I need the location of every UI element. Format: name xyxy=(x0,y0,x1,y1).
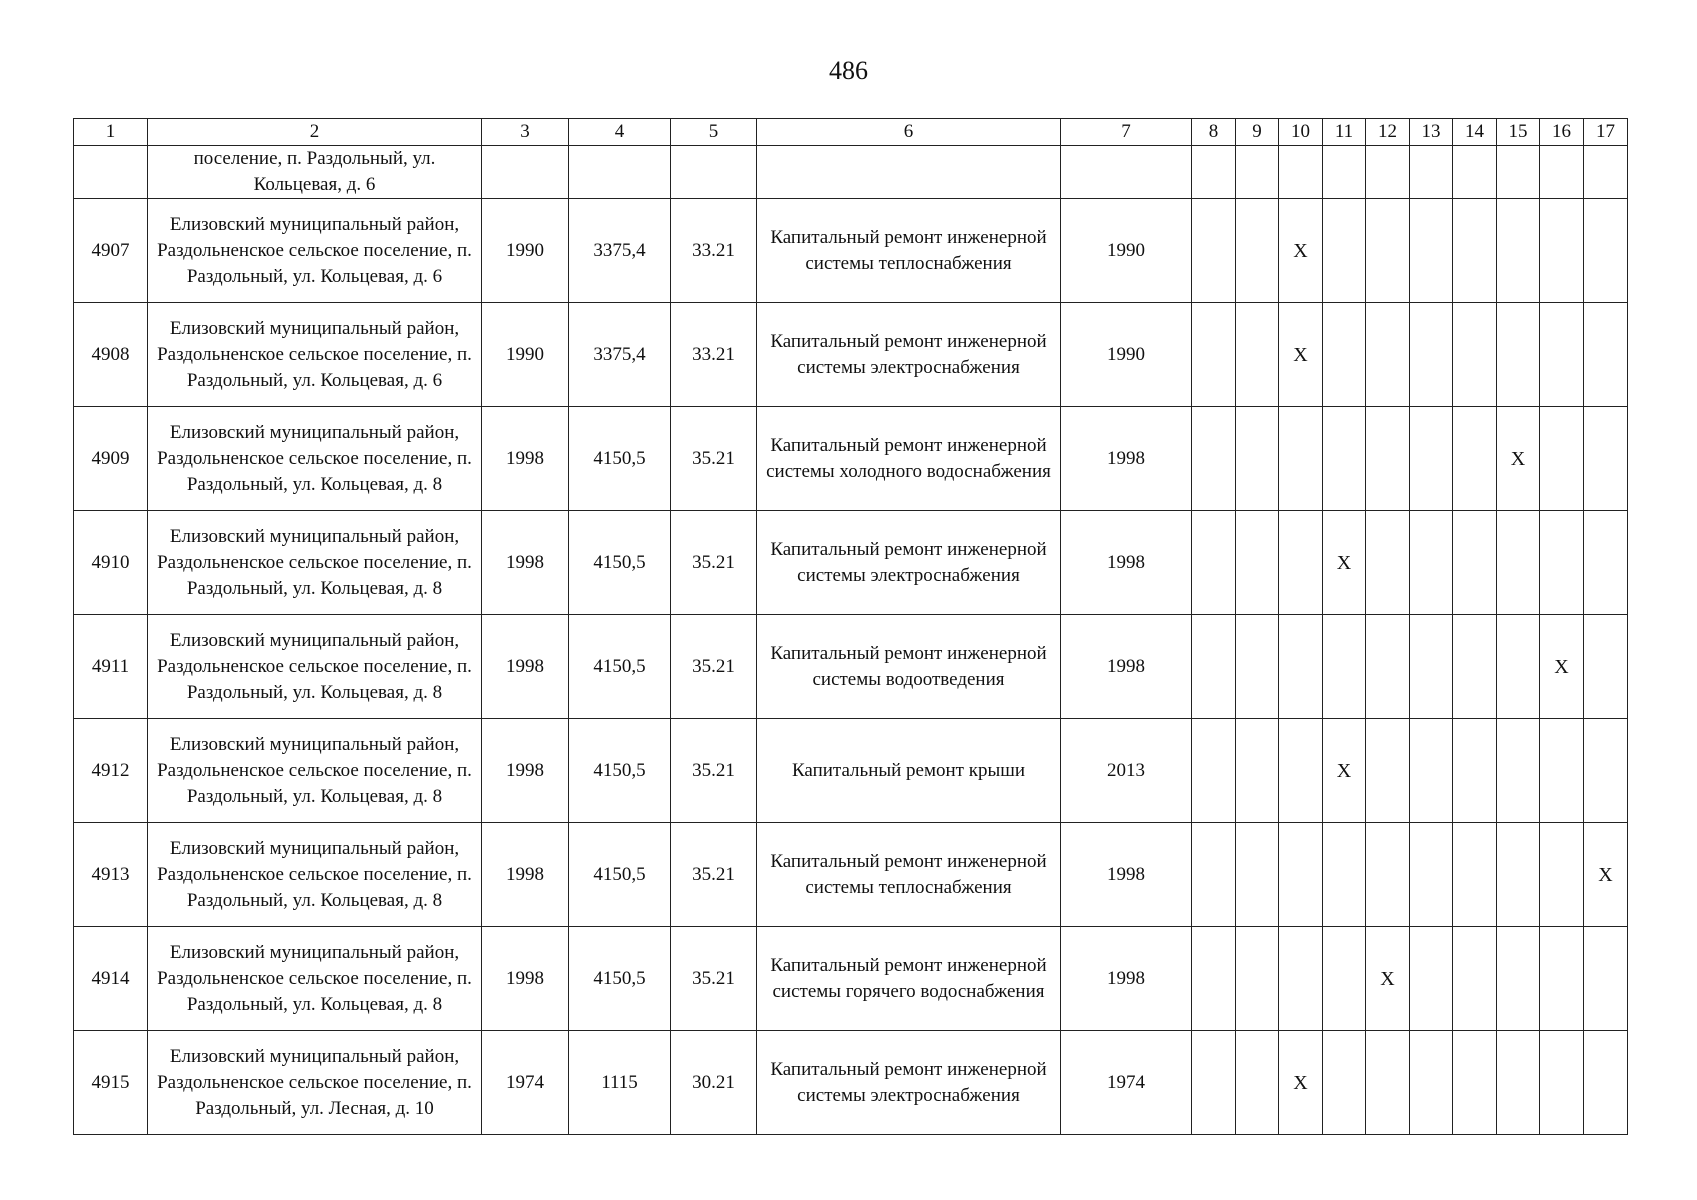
column-header: 8 xyxy=(1192,119,1236,146)
cell-year-2: 1998 xyxy=(1061,823,1192,927)
table-row xyxy=(74,719,1628,823)
cell-code: 35.21 xyxy=(671,927,757,1031)
cell-empty xyxy=(1279,615,1323,719)
cell-num: 4908 xyxy=(74,303,148,407)
table-row xyxy=(74,511,1628,615)
cell-mark: X xyxy=(1497,407,1540,511)
cell-empty xyxy=(1279,823,1323,927)
cell-empty xyxy=(1410,1031,1453,1135)
cell-year: 1974 xyxy=(482,1031,569,1135)
cell-empty xyxy=(1410,511,1453,615)
cell-empty xyxy=(1236,719,1279,823)
cell-work: Капитальный ремонт инженерной системы водоотведения xyxy=(757,615,1061,719)
cell-empty xyxy=(1410,199,1453,303)
cell-year: 1998 xyxy=(482,823,569,927)
cell-empty xyxy=(1540,303,1584,407)
cell-num: 4914 xyxy=(74,927,148,1031)
cell-year: 1998 xyxy=(482,407,569,511)
cell-empty xyxy=(1584,303,1628,407)
table-row xyxy=(74,615,1628,719)
cell-empty xyxy=(1497,199,1540,303)
cell-year-2: 1998 xyxy=(1061,407,1192,511)
cell-empty xyxy=(1192,407,1236,511)
cell-code: 30.21 xyxy=(671,1031,757,1135)
cell-empty xyxy=(1540,511,1584,615)
cell-empty xyxy=(1236,927,1279,1031)
cell-code: 33.21 xyxy=(671,199,757,303)
cell-empty xyxy=(1410,615,1453,719)
cell-empty xyxy=(1323,823,1366,927)
cell-area: 1115 xyxy=(569,1031,671,1135)
cell-year-2: 1990 xyxy=(1061,199,1192,303)
cell-empty xyxy=(1453,719,1497,823)
cell-address: Елизовский муниципальный район, Раздольненское сельское поселение, п. Раздольный, ул. Кольцевая, д. 8 xyxy=(148,719,482,823)
cell-area: 4150,5 xyxy=(569,511,671,615)
column-header: 17 xyxy=(1584,119,1628,146)
cell-empty xyxy=(1236,1031,1279,1135)
cell-num: 4913 xyxy=(74,823,148,927)
cell-code: 33.21 xyxy=(671,303,757,407)
cell-empty xyxy=(1540,719,1584,823)
cell-empty xyxy=(1497,511,1540,615)
page-number: 486 xyxy=(829,56,868,85)
cell-empty xyxy=(1540,927,1584,1031)
cell-empty xyxy=(1497,719,1540,823)
cell-empty xyxy=(1584,927,1628,1031)
column-header: 4 xyxy=(569,119,671,146)
cell-empty xyxy=(1366,146,1410,199)
table-row xyxy=(74,823,1628,927)
cell-mark: X xyxy=(1323,511,1366,615)
cell-code: 35.21 xyxy=(671,615,757,719)
cell-empty xyxy=(1192,511,1236,615)
cell-address: Елизовский муниципальный район, Раздольненское сельское поселение, п. Раздольный, ул. Кольцевая, д. 8 xyxy=(148,823,482,927)
cell-year-2: 1998 xyxy=(1061,511,1192,615)
cell-mark: X xyxy=(1540,615,1584,719)
cell-empty xyxy=(1236,823,1279,927)
cell-work: Капитальный ремонт инженерной системы теплоснабжения xyxy=(757,823,1061,927)
cell-area: 3375,4 xyxy=(569,303,671,407)
cell-empty xyxy=(1192,303,1236,407)
cell-work: Капитальный ремонт крыши xyxy=(757,719,1061,823)
cell-area: 4150,5 xyxy=(569,823,671,927)
cell-address: Елизовский муниципальный район, Раздольненское сельское поселение, п. Раздольный, ул. Кольцевая, д. 6 xyxy=(148,303,482,407)
column-header: 1 xyxy=(74,119,148,146)
cell-code: 35.21 xyxy=(671,823,757,927)
cell-empty xyxy=(1236,303,1279,407)
cell-empty xyxy=(1453,146,1497,199)
cell-empty xyxy=(1584,407,1628,511)
cell-empty xyxy=(757,146,1061,199)
cell-work: Капитальный ремонт инженерной системы теплоснабжения xyxy=(757,199,1061,303)
cell-empty xyxy=(1366,511,1410,615)
cell-empty xyxy=(1323,146,1366,199)
cell-num: 4911 xyxy=(74,615,148,719)
cell-empty xyxy=(1584,1031,1628,1135)
cell-empty xyxy=(1279,407,1323,511)
table-row xyxy=(74,199,1628,303)
cell-empty xyxy=(1323,303,1366,407)
cell-code: 35.21 xyxy=(671,719,757,823)
cell-empty xyxy=(1061,146,1192,199)
cell-empty xyxy=(1410,303,1453,407)
cell-empty xyxy=(1323,199,1366,303)
cell-empty xyxy=(569,146,671,199)
column-header: 5 xyxy=(671,119,757,146)
header-row xyxy=(74,119,1628,146)
cell-empty xyxy=(1540,407,1584,511)
cell-empty xyxy=(1540,823,1584,927)
table-row xyxy=(74,927,1628,1031)
cell-address: Елизовский муниципальный район, Раздольненское сельское поселение, п. Раздольный, ул. Кольцевая, д. 6 xyxy=(148,199,482,303)
column-header: 12 xyxy=(1366,119,1410,146)
cell-mark: X xyxy=(1584,823,1628,927)
cell-empty xyxy=(1192,823,1236,927)
cell-area: 4150,5 xyxy=(569,615,671,719)
cell-empty xyxy=(1236,146,1279,199)
cell-address: Елизовский муниципальный район, Раздольненское сельское поселение, п. Раздольный, ул. Лесная, д. 10 xyxy=(148,1031,482,1135)
cell-empty xyxy=(1453,199,1497,303)
cell-num: 4910 xyxy=(74,511,148,615)
cell-area: 4150,5 xyxy=(569,927,671,1031)
cell-empty xyxy=(1497,615,1540,719)
cell-empty xyxy=(1410,146,1453,199)
cell-work: Капитальный ремонт инженерной системы электроснабжения xyxy=(757,303,1061,407)
column-header: 6 xyxy=(757,119,1061,146)
cell-empty xyxy=(1192,199,1236,303)
cell-empty xyxy=(1497,303,1540,407)
column-header: 10 xyxy=(1279,119,1323,146)
cell-code: 35.21 xyxy=(671,511,757,615)
cell-mark: X xyxy=(1279,303,1323,407)
cell-empty xyxy=(1323,927,1366,1031)
column-header: 15 xyxy=(1497,119,1540,146)
cell-empty xyxy=(1584,615,1628,719)
cell-year-2: 1990 xyxy=(1061,303,1192,407)
cell-year: 1998 xyxy=(482,511,569,615)
cell-area: 4150,5 xyxy=(569,719,671,823)
cell-mark: X xyxy=(1279,199,1323,303)
cell-empty xyxy=(1192,719,1236,823)
column-header: 9 xyxy=(1236,119,1279,146)
column-header: 2 xyxy=(148,119,482,146)
cell-empty xyxy=(1497,823,1540,927)
cell-empty xyxy=(1497,927,1540,1031)
cell-year: 1998 xyxy=(482,615,569,719)
column-header: 13 xyxy=(1410,119,1453,146)
cell-empty xyxy=(1453,823,1497,927)
cell-num xyxy=(74,146,148,199)
cell-address: Елизовский муниципальный район, Раздольненское сельское поселение, п. Раздольный, ул. Кольцевая, д. 8 xyxy=(148,511,482,615)
cell-empty xyxy=(1366,615,1410,719)
cell-year-2: 1998 xyxy=(1061,927,1192,1031)
table-row xyxy=(74,407,1628,511)
cell-empty xyxy=(1453,511,1497,615)
cell-empty xyxy=(1497,146,1540,199)
cell-empty xyxy=(1192,146,1236,199)
cell-empty xyxy=(1366,1031,1410,1135)
cell-empty xyxy=(1366,823,1410,927)
cell-work: Капитальный ремонт инженерной системы горячего водоснабжения xyxy=(757,927,1061,1031)
cell-empty xyxy=(1410,719,1453,823)
cell-empty xyxy=(1192,927,1236,1031)
cell-mark: X xyxy=(1279,1031,1323,1135)
cell-empty xyxy=(1410,927,1453,1031)
cell-empty xyxy=(1279,719,1323,823)
cell-empty xyxy=(1584,719,1628,823)
column-header: 11 xyxy=(1323,119,1366,146)
cell-num: 4915 xyxy=(74,1031,148,1135)
cell-work: Капитальный ремонт инженерной системы электроснабжения xyxy=(757,511,1061,615)
cell-work: Капитальный ремонт инженерной системы холодного водоснабжения xyxy=(757,407,1061,511)
cell-address: Елизовский муниципальный район, Раздольненское сельское поселение, п. Раздольный, ул. Кольцевая, д. 8 xyxy=(148,615,482,719)
cell-year: 1990 xyxy=(482,303,569,407)
cell-empty xyxy=(1584,511,1628,615)
data-table xyxy=(73,118,1628,1135)
cell-empty xyxy=(1453,1031,1497,1135)
cell-empty xyxy=(1279,511,1323,615)
cell-empty xyxy=(1279,146,1323,199)
cell-year: 1990 xyxy=(482,199,569,303)
cell-empty xyxy=(671,146,757,199)
cell-area: 4150,5 xyxy=(569,407,671,511)
continued-row xyxy=(74,146,1628,199)
cell-area: 3375,4 xyxy=(569,199,671,303)
cell-empty xyxy=(1584,146,1628,199)
cell-empty xyxy=(1192,1031,1236,1135)
cell-empty xyxy=(1540,199,1584,303)
cell-empty xyxy=(1366,199,1410,303)
cell-empty xyxy=(1323,407,1366,511)
cell-empty xyxy=(1497,1031,1540,1135)
cell-empty xyxy=(1192,615,1236,719)
cell-mark: X xyxy=(1366,927,1410,1031)
cell-address: Елизовский муниципальный район, Раздольненское сельское поселение, п. Раздольный, ул. Кольцевая, д. 8 xyxy=(148,407,482,511)
cell-empty xyxy=(1453,303,1497,407)
cell-address: Елизовский муниципальный район, Раздольненское сельское поселение, п. Раздольный, ул. Кольцевая, д. 8 xyxy=(148,927,482,1031)
cell-num: 4909 xyxy=(74,407,148,511)
cell-empty xyxy=(1236,615,1279,719)
cell-year: 1998 xyxy=(482,927,569,1031)
cell-empty xyxy=(1366,719,1410,823)
cell-empty xyxy=(1584,199,1628,303)
cell-empty xyxy=(1236,199,1279,303)
cell-year-2: 2013 xyxy=(1061,719,1192,823)
cell-year-2: 1974 xyxy=(1061,1031,1192,1135)
cell-mark: X xyxy=(1323,719,1366,823)
cell-empty xyxy=(1236,407,1279,511)
cell-empty xyxy=(1323,1031,1366,1135)
cell-num: 4907 xyxy=(74,199,148,303)
cell-empty xyxy=(1410,823,1453,927)
column-header: 7 xyxy=(1061,119,1192,146)
cell-empty xyxy=(1366,303,1410,407)
cell-empty xyxy=(482,146,569,199)
cell-empty xyxy=(1279,927,1323,1031)
cell-empty xyxy=(1453,615,1497,719)
table-row xyxy=(74,1031,1628,1135)
cell-empty xyxy=(1453,927,1497,1031)
cell-empty xyxy=(1540,146,1584,199)
cell-empty xyxy=(1236,511,1279,615)
cell-year: 1998 xyxy=(482,719,569,823)
cell-work: Капитальный ремонт инженерной системы электроснабжения xyxy=(757,1031,1061,1135)
cell-empty xyxy=(1410,407,1453,511)
column-header: 14 xyxy=(1453,119,1497,146)
column-header: 16 xyxy=(1540,119,1584,146)
cell-empty xyxy=(1453,407,1497,511)
cell-address: поселение, п. Раздольный, ул. Кольцевая, д. 6 xyxy=(148,146,482,199)
cell-empty xyxy=(1366,407,1410,511)
cell-empty xyxy=(1540,1031,1584,1135)
cell-num: 4912 xyxy=(74,719,148,823)
cell-year-2: 1998 xyxy=(1061,615,1192,719)
table-row xyxy=(74,303,1628,407)
cell-code: 35.21 xyxy=(671,407,757,511)
cell-empty xyxy=(1323,615,1366,719)
column-header: 3 xyxy=(482,119,569,146)
